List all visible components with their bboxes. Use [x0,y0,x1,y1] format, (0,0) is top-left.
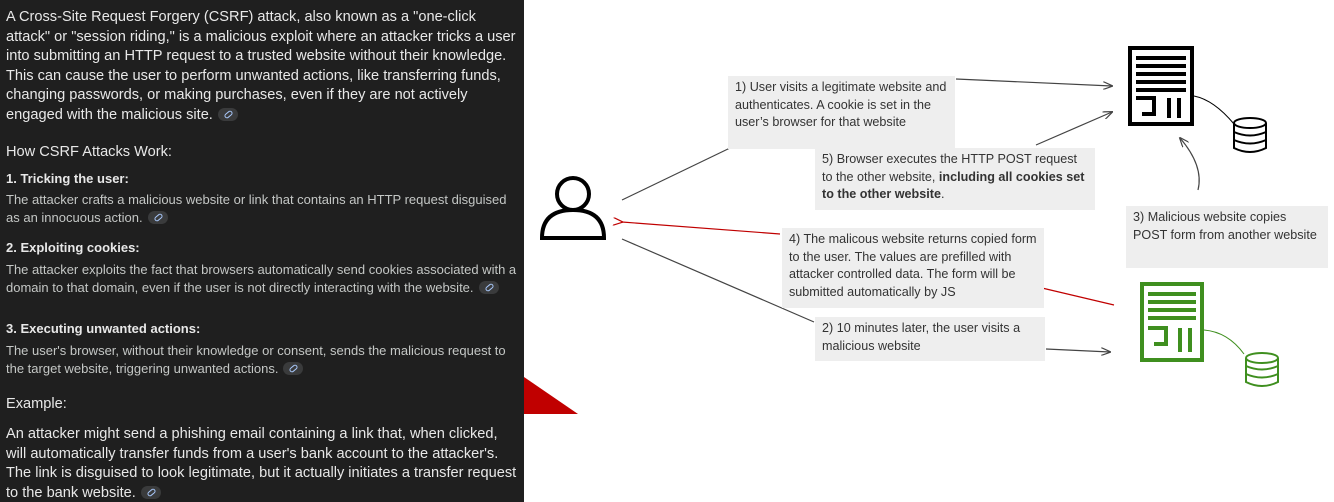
red-triangle-decoration [524,377,578,414]
malicious-server-icon [1142,284,1202,360]
step-2-title: 2. Exploiting cookies: [6,240,140,255]
step-3-title: 3. Executing unwanted actions: [6,321,201,336]
how-heading: How CSRF Attacks Work: [6,144,172,160]
user-icon [542,178,604,238]
step-3-label: 3) Malicious website copies POST form from another website [1126,206,1328,268]
legit-database-icon [1234,118,1266,152]
intro-paragraph [6,8,521,126]
step-2-text: The attacker exploits the fact that browsers automatically send cookies associated with a domain to that domain, even if the user is not directly interacting with the website. [6,262,517,295]
step-3-text: The user's browser, without their knowledge or consent, sends the malicious request to the target website, triggering unwanted actions. [6,343,506,376]
source-link-icon[interactable] [479,281,499,294]
article-panel [0,0,524,502]
source-link-icon[interactable] [283,362,303,375]
step-5-arrow [1036,112,1112,145]
step-3-arrow [1180,138,1199,190]
step-5-label: 5) Browser executes the HTTP POST request to the other website, including all cookies set to the other website. [815,148,1095,210]
step-2-label: 2) 10 minutes later, the user visits a malicious website [815,317,1045,361]
example-paragraph: An attacker might send a phishing email containing a link that, when clicked, will automatically transfer funds from a user's bank account to the attacker's. The link is disguised to look legitimate, but it actually initiates a transfer request to the bank website. [6,426,517,501]
source-link-icon[interactable] [218,108,238,121]
step-4-label: 4) The malicous website returns copied form to the user. The values are prefilled with attacker controlled data. The form will be submitted automatically by JS [782,228,1044,308]
csrf-diagram [524,0,1334,502]
step-1-label: 1) User visits a legitimate website and authenticates. A cookie is set in the user’s browser for that website [728,76,955,149]
source-link-icon[interactable] [141,486,161,499]
source-link-icon[interactable] [148,211,168,224]
step-1-title: 1. Tricking the user: [6,171,129,186]
malicious-database-icon [1246,353,1278,386]
intro-text: A Cross-Site Request Forgery (CSRF) attack, also known as a "one-click attack" or "session riding," is a malicious exploit where an attacker tricks a user into submitting an HTTP request to a trusted website without their knowledge. This can cause the user to perform unwanted actions, like transferring funds, changing passwords, or making purchases, even if they are not actively engaged with the malicious site. [6,9,516,123]
example-heading: Example: [6,396,67,412]
step-1-text: The attacker crafts a malicious website or link that contains an HTTP request disguised as an innocuous action. [6,192,507,225]
legit-server-icon [1130,48,1192,124]
